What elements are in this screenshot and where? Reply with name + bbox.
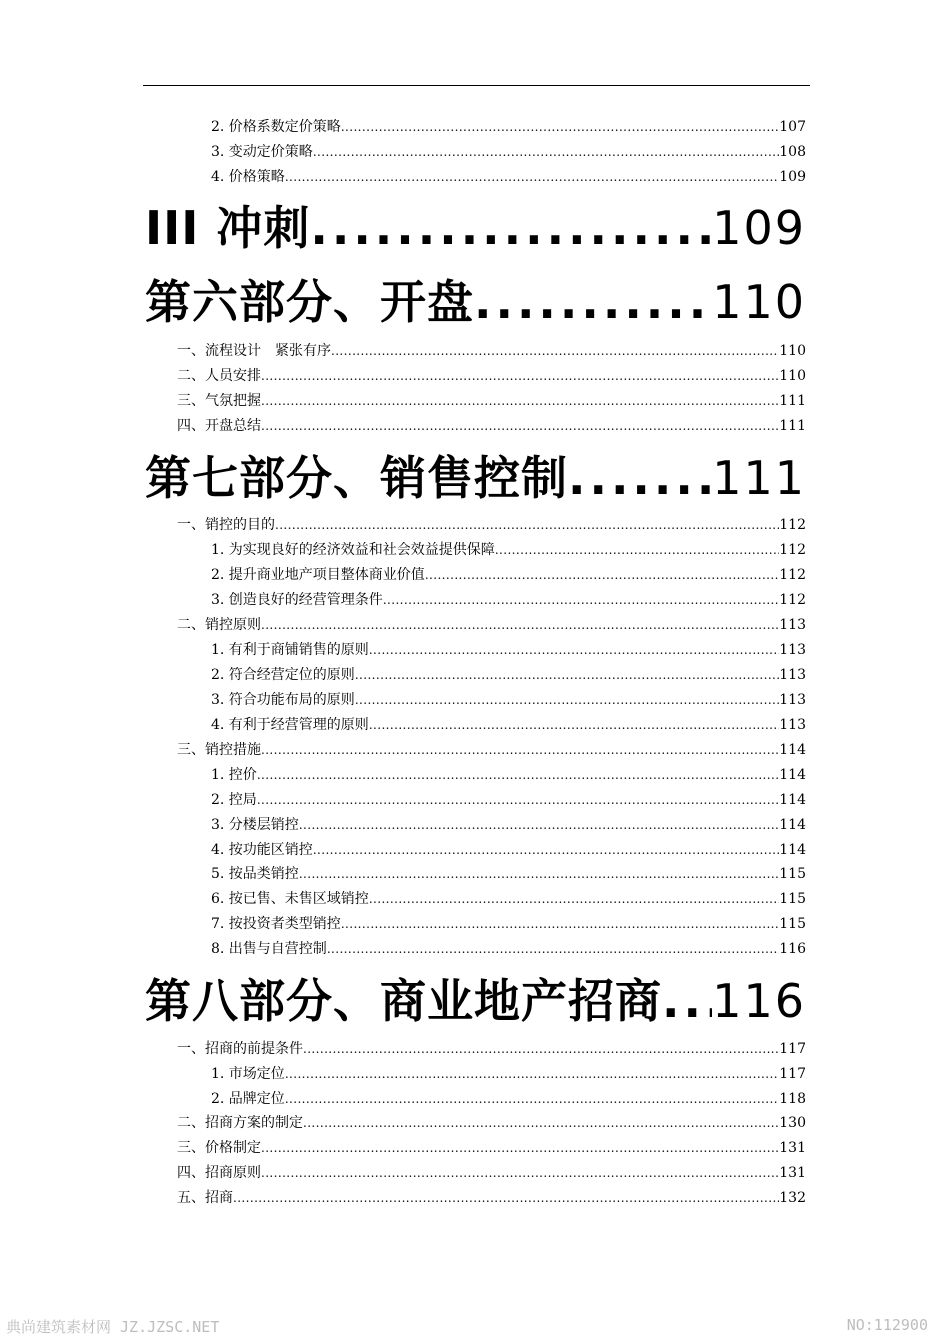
toc-leader: [662, 971, 712, 1031]
toc-entry[interactable]: [211, 690, 806, 710]
toc-entry-page: 108: [779, 144, 806, 160]
toc-leader: [275, 515, 779, 535]
toc-entry-page: 115: [779, 866, 806, 882]
toc-entry-page: 112: [779, 592, 806, 608]
toc-leader: [261, 416, 779, 436]
toc-leader: [303, 1113, 779, 1133]
toc-entry[interactable]: [211, 142, 806, 162]
toc-entry-title: 7. 按投资者类型销控: [211, 916, 341, 932]
toc-leader: [285, 1064, 779, 1084]
toc-leader: [299, 864, 779, 884]
toc-entry-title: 一、招商的前提条件: [177, 1041, 303, 1057]
toc-entry[interactable]: [211, 117, 806, 137]
toc-leader: [303, 1039, 779, 1059]
toc-entry-title: 二、招商方案的制定: [177, 1115, 303, 1131]
toc-entry-title: 8. 出售与自营控制: [211, 941, 327, 957]
toc-leader: [257, 790, 779, 810]
toc-entry[interactable]: [177, 341, 806, 361]
toc-entry-title: 三、价格制定: [177, 1140, 261, 1156]
watermark-number: NO:112900: [846, 1316, 928, 1334]
toc-leader: [261, 740, 779, 760]
toc-entry-page: 113: [779, 717, 806, 733]
toc-heading-part8[interactable]: [145, 971, 806, 1031]
toc-entry-title: 6. 按已售、未售区域销控: [211, 891, 369, 907]
toc-entry-page: 109: [779, 169, 806, 185]
toc-entry-page: 117: [779, 1041, 806, 1057]
toc-entry-title: 3. 变动定价策略: [211, 144, 313, 160]
toc-entry-page: 113: [779, 667, 806, 683]
toc-entry-page: 110: [779, 343, 806, 359]
toc-leader: [355, 690, 779, 710]
toc-leader: [341, 117, 779, 137]
toc-heading-title: 第八部分、商业地产招商: [145, 974, 662, 1028]
toc-entry-title: 四、开盘总结: [177, 418, 261, 434]
toc-leader: [327, 939, 779, 959]
toc-entry[interactable]: [177, 1188, 806, 1208]
toc-entry-page: 113: [779, 642, 806, 658]
toc-entry[interactable]: [177, 1039, 806, 1059]
toc-entry-page: 112: [779, 542, 806, 558]
toc-entry-page: 115: [779, 891, 806, 907]
toc-entry-title: 1. 为实现良好的经济效益和社会效益提供保障: [211, 542, 495, 558]
toc-heading-page: 109: [712, 201, 806, 255]
toc-entry-page: 114: [779, 792, 806, 808]
toc-entry[interactable]: [211, 590, 806, 610]
toc-leader: [313, 142, 779, 162]
toc-leader: [261, 366, 779, 386]
toc-heading-title: 第六部分、开盘: [145, 275, 474, 329]
toc-heading-title: 第七部分、销售控制: [145, 451, 568, 505]
toc-entry[interactable]: [211, 815, 806, 835]
toc-entry-title: 三、气氛把握: [177, 393, 261, 409]
toc-entry-page: 118: [779, 1091, 806, 1107]
toc-entry-page: 110: [779, 368, 806, 384]
toc-entry[interactable]: [211, 765, 806, 785]
toc-leader: [257, 765, 779, 785]
toc-entry[interactable]: [177, 366, 806, 386]
toc-leader: [568, 448, 712, 508]
toc-leader: [383, 590, 779, 610]
toc-leader: [310, 198, 712, 258]
toc-entry[interactable]: [211, 840, 806, 860]
toc-entry[interactable]: [211, 540, 806, 560]
toc-leader: [369, 889, 779, 909]
toc-entry-page: 113: [779, 617, 806, 633]
toc-entry[interactable]: [177, 1163, 806, 1183]
toc-entry-page: 116: [779, 941, 806, 957]
toc-entry-page: 131: [779, 1165, 806, 1181]
toc-entry-title: 2. 提升商业地产项目整体商业价值: [211, 567, 425, 583]
toc-leader: [355, 665, 779, 685]
toc-leader: [425, 565, 779, 585]
toc-entry-title: 1. 有利于商铺销售的原则: [211, 642, 369, 658]
toc-entry-title: 五、招商: [177, 1190, 233, 1206]
toc-heading-part6[interactable]: [145, 272, 806, 332]
toc-entry[interactable]: [211, 715, 806, 735]
toc-heading-title: III 冲刺: [145, 201, 311, 255]
toc-entry-page: 114: [779, 817, 806, 833]
toc-entry[interactable]: [211, 864, 806, 884]
toc-entry-title: 四、招商原则: [177, 1165, 261, 1181]
toc-leader: [474, 272, 712, 332]
toc-leader: [261, 1163, 779, 1183]
toc-entry-title: 5. 按品类销控: [211, 866, 299, 882]
toc-entry[interactable]: [211, 1089, 806, 1109]
toc-entry-title: 1. 控价: [211, 767, 257, 783]
toc-entry-title: 2. 品牌定位: [211, 1091, 285, 1107]
toc-entry[interactable]: [177, 515, 806, 535]
toc-leader: [261, 615, 779, 635]
toc-entry-title: 2. 控局: [211, 792, 257, 808]
toc-entry-page: 130: [779, 1115, 806, 1131]
toc-entry-page: 113: [779, 692, 806, 708]
toc-entry[interactable]: [177, 416, 806, 436]
toc-entry[interactable]: [211, 640, 806, 660]
toc-entry-title: 4. 有利于经营管理的原则: [211, 717, 369, 733]
toc-entry-page: 114: [779, 742, 806, 758]
toc-leader: [261, 1138, 779, 1158]
toc-entry-title: 4. 价格策略: [211, 169, 285, 185]
toc-entry[interactable]: [211, 889, 806, 909]
toc-entry-page: 114: [779, 767, 806, 783]
toc-leader: [495, 540, 779, 560]
toc-entry-title: 一、销控的目的: [177, 517, 275, 533]
toc-entry[interactable]: [211, 939, 806, 959]
toc-entry[interactable]: [177, 1138, 806, 1158]
toc-leader: [299, 815, 779, 835]
toc-leader: [313, 840, 779, 860]
toc-heading-page: 111: [712, 451, 806, 505]
toc-heading-page: 116: [712, 974, 806, 1028]
toc-heading-part7[interactable]: [145, 448, 806, 508]
toc-entry[interactable]: [177, 391, 806, 411]
toc-entry-page: 132: [779, 1190, 806, 1206]
toc-entry[interactable]: [211, 167, 806, 187]
toc-leader: [369, 715, 779, 735]
toc-leader: [261, 391, 779, 411]
toc-entry-title: 3. 符合功能布局的原则: [211, 692, 355, 708]
toc-entry-title: 二、人员安排: [177, 368, 261, 384]
toc-entry[interactable]: [211, 914, 806, 934]
toc-leader: [285, 1089, 779, 1109]
toc-entry[interactable]: [211, 565, 806, 585]
toc-entry-title: 3. 创造良好的经营管理条件: [211, 592, 383, 608]
toc-entry-title: 1. 市场定位: [211, 1066, 285, 1082]
watermark-site: 典尚建筑素材网 JZ.JZSC.NET: [6, 1318, 220, 1336]
toc-entry-title: 一、流程设计 紧张有序: [177, 343, 331, 359]
toc-entry[interactable]: [177, 615, 806, 635]
toc-heading-iii[interactable]: [145, 198, 806, 258]
toc-entry-page: 112: [779, 567, 806, 583]
toc-entry-title: 3. 分楼层销控: [211, 817, 299, 833]
toc-entry-page: 114: [779, 842, 806, 858]
toc-leader: [369, 640, 779, 660]
toc-entry-page: 111: [779, 418, 806, 434]
toc-entry-title: 2. 符合经营定位的原则: [211, 667, 355, 683]
toc-entry-page: 117: [779, 1066, 806, 1082]
toc-entry[interactable]: [211, 665, 806, 685]
toc-entry-page: 115: [779, 916, 806, 932]
toc-leader: [341, 914, 779, 934]
toc-entry-title: 二、销控原则: [177, 617, 261, 633]
toc-entry-page: 112: [779, 517, 806, 533]
toc-entry-title: 4. 按功能区销控: [211, 842, 313, 858]
toc-entry-title: 三、销控措施: [177, 742, 261, 758]
toc-entry[interactable]: [211, 1064, 806, 1084]
toc-entry-page: 131: [779, 1140, 806, 1156]
toc-leader: [285, 167, 779, 187]
toc-heading-page: 110: [712, 275, 806, 329]
toc-entry[interactable]: [177, 740, 806, 760]
toc-entry[interactable]: [211, 790, 806, 810]
toc-entry[interactable]: [177, 1113, 806, 1133]
toc-entry-page: 107: [779, 119, 806, 135]
toc-entry-page: 111: [779, 393, 806, 409]
toc-entry-title: 2. 价格系数定价策略: [211, 119, 341, 135]
toc-leader: [331, 341, 779, 361]
toc-leader: [233, 1188, 779, 1208]
